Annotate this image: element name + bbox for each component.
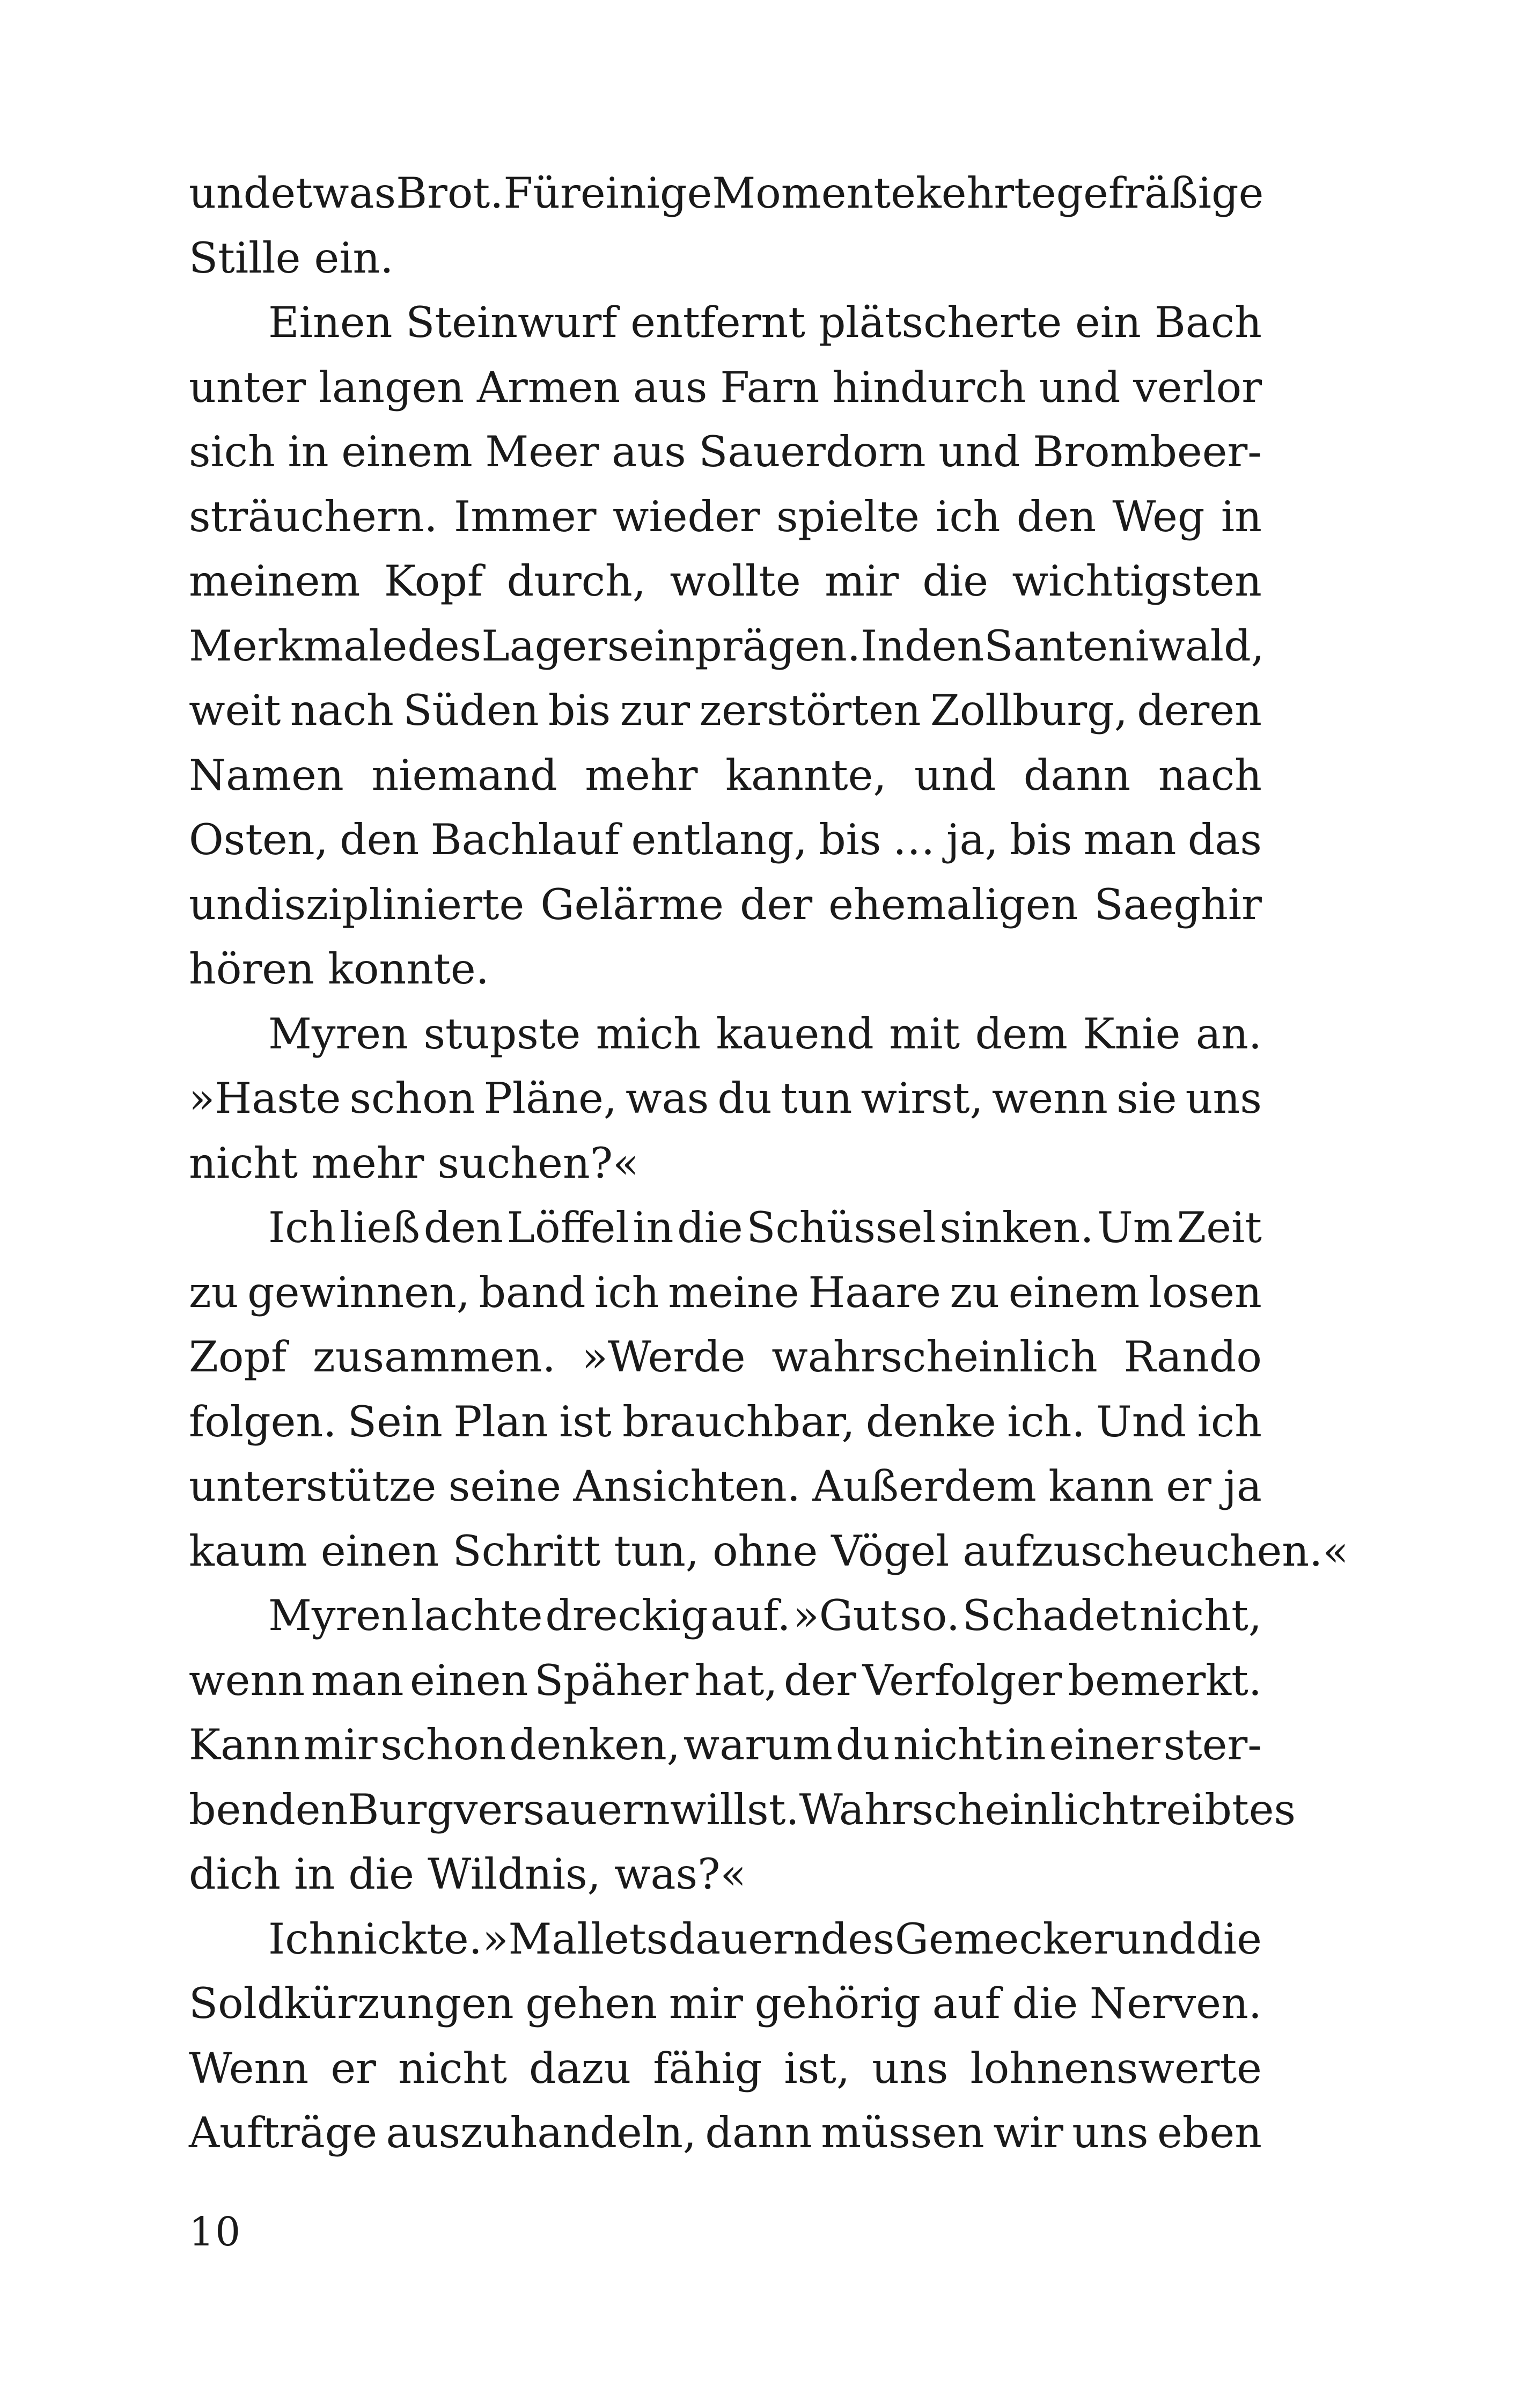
text-line: wenn man einen Späher hat, der Verfolger bemerkt. — [189, 1655, 1262, 1705]
text-line: Osten, den Bachlauf entlang, bis … ja, bis man das — [189, 815, 1262, 864]
text-line: folgen. Sein Plan ist brauchbar, denke ich. Und ich — [189, 1397, 1262, 1447]
text-line: Myren stupste mich kauend mit dem Knie an. — [268, 1009, 1262, 1059]
text-line: Wenn er nicht dazu fähig ist, uns lohnenswerte — [189, 2043, 1262, 2093]
text-line: Merkmale des Lagers einprägen. In den Santeniwald, — [189, 621, 1265, 671]
text-line: sträuchern. Immer wieder spielte ich den Weg in — [189, 491, 1262, 541]
text-line: Soldkürzungen gehen mir gehörig auf die Nerven. — [189, 1979, 1262, 2028]
text-line: »Haste schon Pläne, was du tun wirst, wenn sie uns — [189, 1074, 1262, 1123]
text-line: unterstütze seine Ansichten. Außerdem kann er ja — [189, 1462, 1262, 1511]
body-text — [189, 161, 1349, 2165]
text-line: Kann mir schon denken, warum du nicht in einer ster- — [189, 1720, 1262, 1770]
text-line: nicht mehr suchen?« — [189, 1138, 639, 1188]
text-line: undisziplinierte Gelärme der ehemaligen Saeghir — [189, 879, 1262, 929]
text-line: kaum einen Schritt tun, ohne Vögel aufzuscheuchen.« — [189, 1526, 1349, 1576]
paragraph — [189, 1195, 1349, 1583]
text-line: Stille ein. — [189, 233, 394, 283]
paragraph — [189, 1907, 1262, 2165]
paragraph — [189, 161, 1262, 290]
paragraph — [189, 290, 1265, 1002]
text-line: Namen niemand mehr kannte, und dann nach — [189, 750, 1262, 800]
text-line: dich in die Wildnis, was?« — [189, 1849, 746, 1899]
text-line: hören konnte. — [189, 944, 489, 994]
paragraph — [189, 1583, 1296, 1907]
text-line: Zopf zusammen. »Werde wahrscheinlich Rando — [189, 1332, 1262, 1382]
text-line: sich in einem Meer aus Sauerdorn und Brombeer- — [189, 427, 1262, 476]
text-line: zu gewinnen, band ich meine Haare zu einem losen — [189, 1267, 1262, 1317]
text-line: Ich nickte. »Mallets dauerndes Gemecker und die — [268, 1914, 1262, 1964]
text-line: unter langen Armen aus Farn hindurch und verlor — [189, 362, 1262, 412]
text-line: meinem Kopf durch, wollte mir die wichtigsten — [189, 556, 1262, 606]
text-line: weit nach Süden bis zur zerstörten Zollburg, deren — [189, 686, 1262, 735]
text-line: und etwas Brot. Für einige Momente kehrte gefräßige — [189, 168, 1264, 218]
text-line: Einen Steinwurf entfernt plätscherte ein Bach — [268, 298, 1262, 347]
text-line: Aufträge auszuhandeln, dann müssen wir uns eben — [189, 2108, 1262, 2157]
text-line: benden Burg versauern willst. Wahrscheinlich treibt es — [189, 1785, 1296, 1834]
paragraph — [189, 1002, 1262, 1196]
page-number: 10 — [189, 2209, 242, 2255]
text-line: Myren lachte dreckig auf. »Gut so. Schadet nicht, — [268, 1591, 1262, 1640]
text-line: Ich ließ den Löffel in die Schüssel sinken. Um Zeit — [268, 1203, 1262, 1252]
